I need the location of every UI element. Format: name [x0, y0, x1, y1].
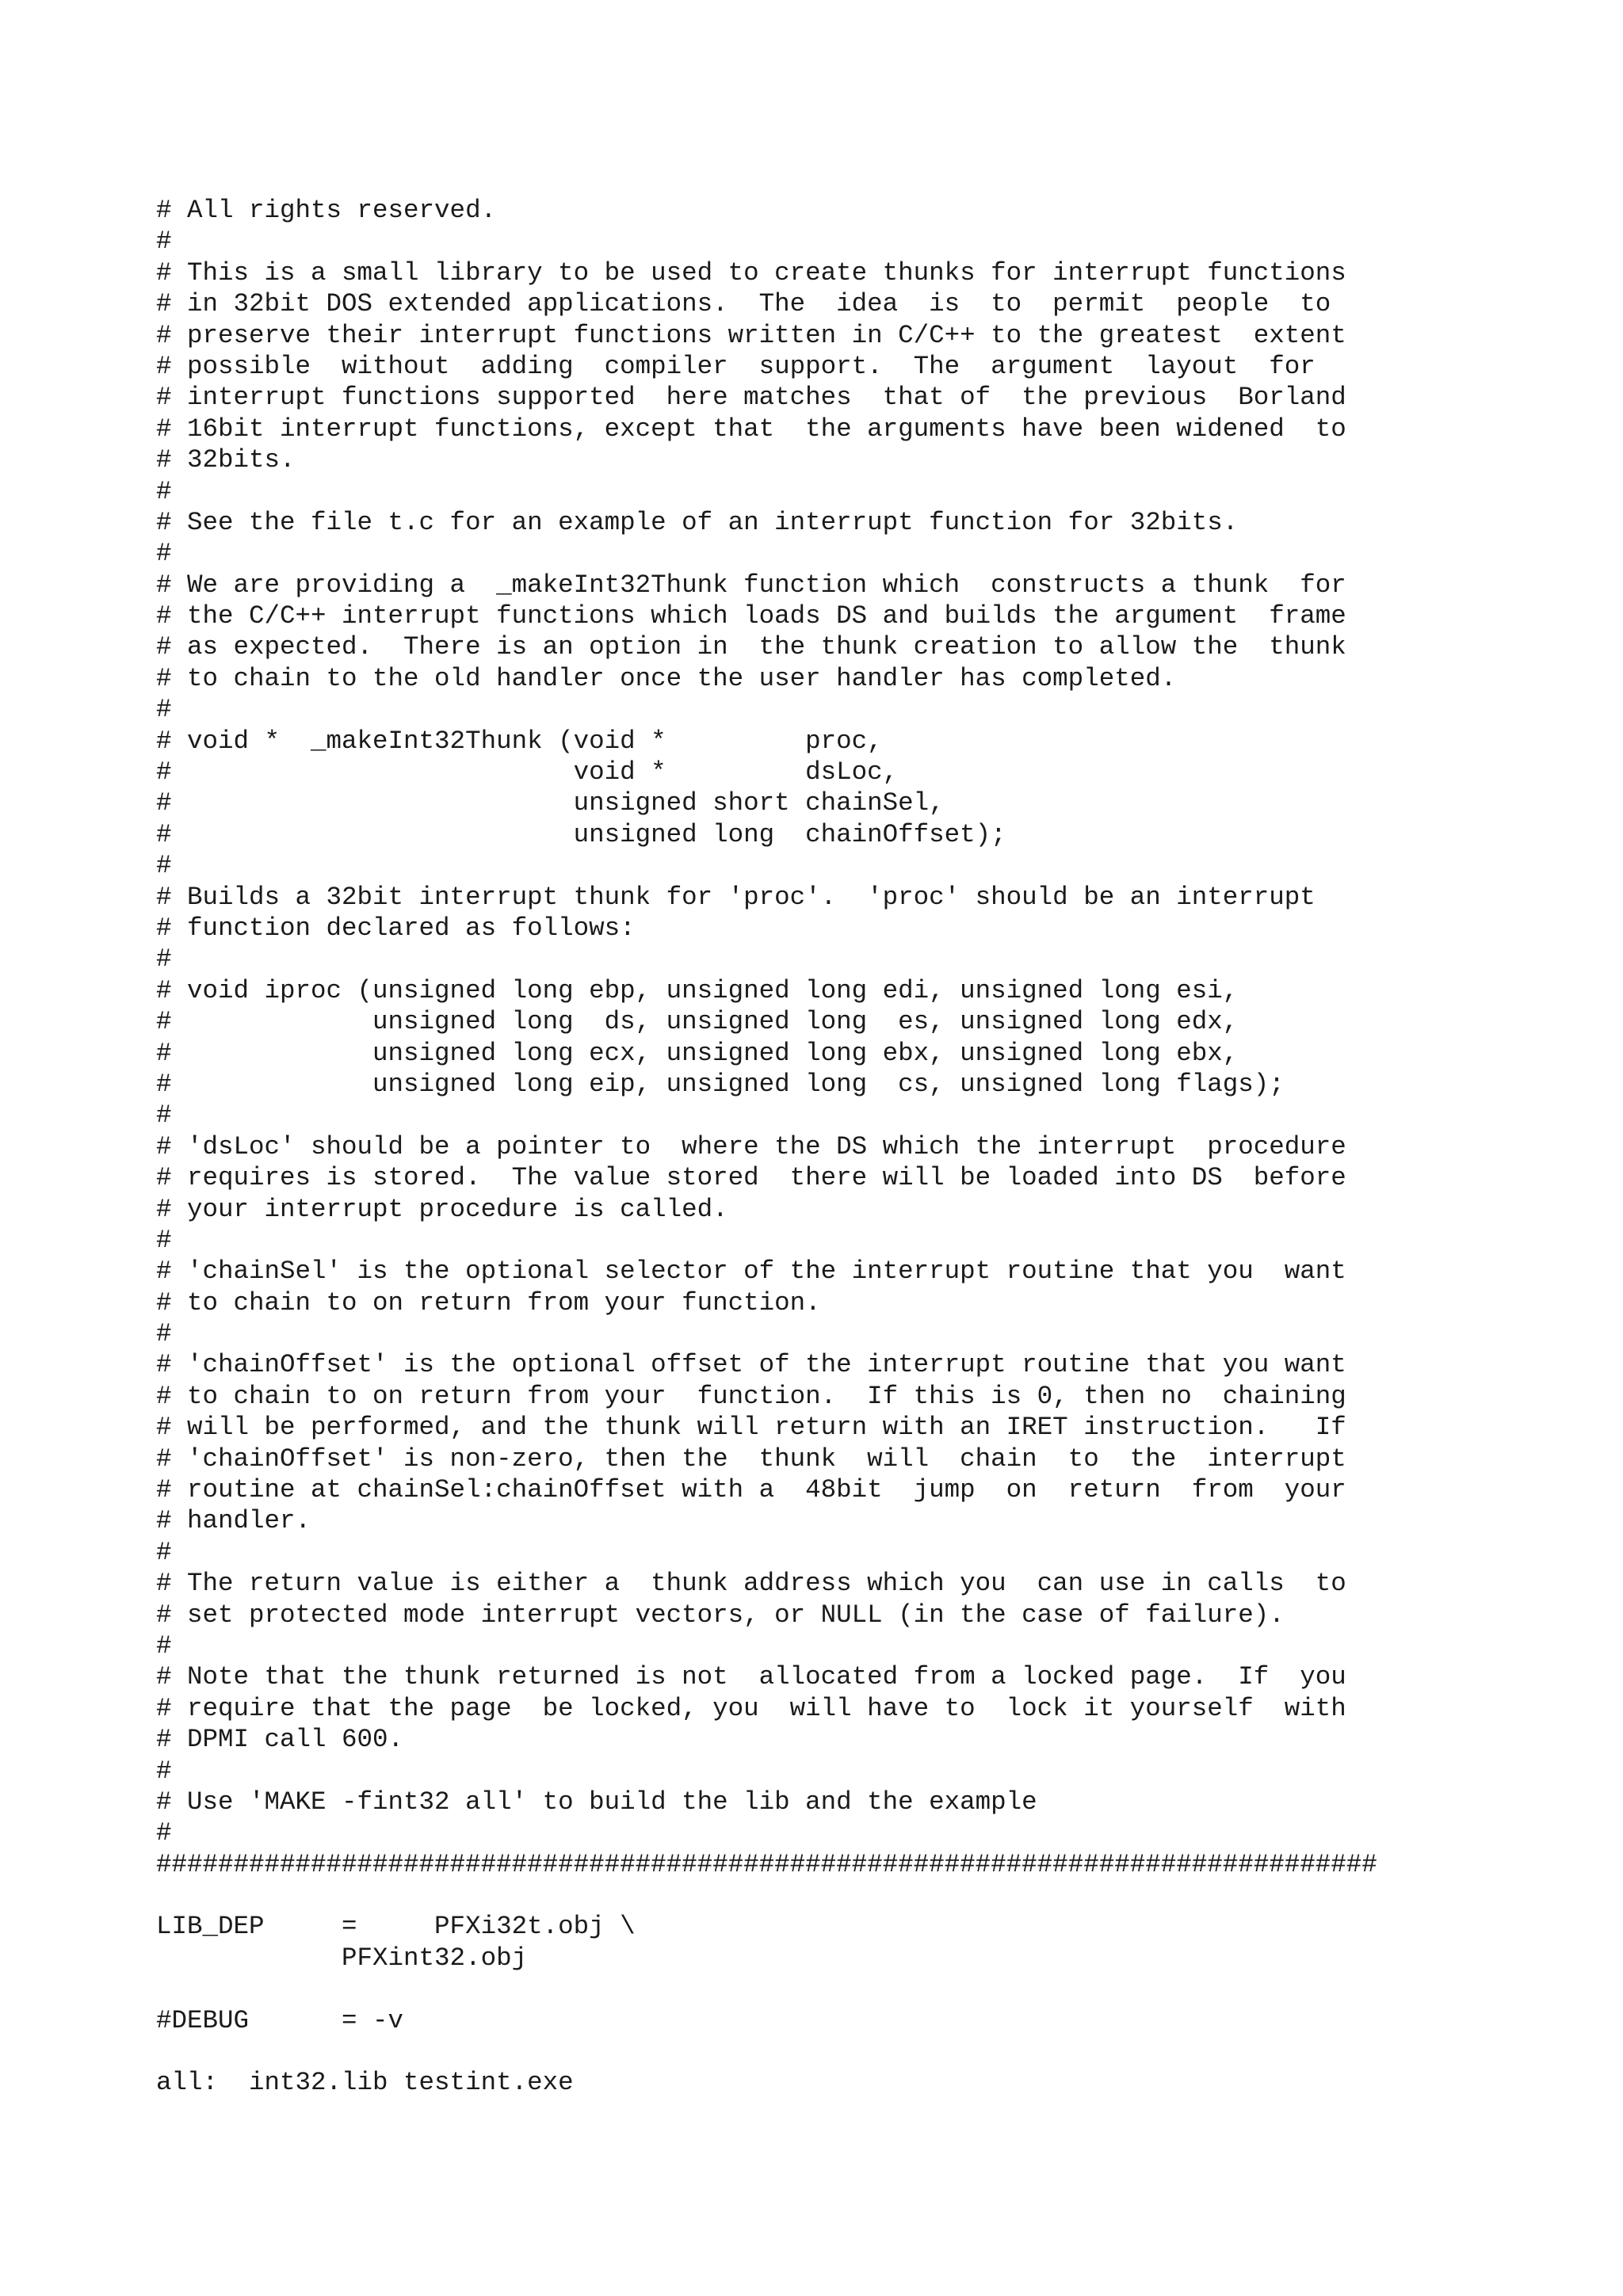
- comment-line: #: [156, 1225, 172, 1255]
- makefile-statement: PFXint32.obj: [156, 1943, 528, 1973]
- comment-line: #: [156, 1818, 172, 1848]
- comment-line: # interrupt functions supported here matches that of the previous Borland: [156, 383, 1346, 413]
- comment-line: # unsigned long eip, unsigned long cs, unsigned long flags);: [156, 1069, 1285, 1099]
- comment-line: # your interrupt procedure is called.: [156, 1194, 728, 1224]
- comment-line: # We are providing a _makeInt32Thunk function which constructs a thunk for: [156, 570, 1346, 600]
- comment-line: #: [156, 695, 172, 725]
- comment-line: # The return value is either a thunk address which you can use in calls to: [156, 1569, 1346, 1599]
- comment-line: # Builds a 32bit interrupt thunk for 'proc'. 'proc' should be an interrupt: [156, 882, 1316, 912]
- comment-line: # 16bit interrupt functions, except that the arguments have been widened to: [156, 414, 1346, 444]
- comment-line: # See the file t.c for an example of an interrupt function for 32bits.: [156, 507, 1239, 537]
- comment-line: #: [156, 851, 172, 881]
- comment-line: #: [156, 1756, 172, 1786]
- comment-line: # will be performed, and the thunk will return with an IRET instruction. If: [156, 1413, 1346, 1443]
- comment-line: #: [156, 1537, 172, 1567]
- comment-line: # require that the page be locked, you will have to lock it yourself with: [156, 1693, 1346, 1723]
- comment-line: # unsigned long chainOffset);: [156, 819, 1006, 849]
- comment-line: # 'dsLoc' should be a pointer to where the DS which the interrupt procedure: [156, 1131, 1346, 1161]
- comment-line: # void iproc (unsigned long ebp, unsigned long edi, unsigned long esi,: [156, 975, 1239, 1005]
- comment-line: #: [156, 539, 172, 569]
- comment-line: # 32bits.: [156, 445, 296, 475]
- separator-rule: ###############################################################################: [156, 1849, 1377, 1879]
- blank-line: [156, 1974, 1456, 2004]
- makefile-statement: all: int32.lib testint.exe: [156, 2068, 574, 2098]
- makefile-listing: [156, 195, 1456, 2099]
- comment-line: #: [156, 476, 172, 506]
- comment-line: # requires is stored. The value stored there will be loaded into DS before: [156, 1163, 1346, 1193]
- comment-line: # unsigned short chainSel,: [156, 788, 945, 818]
- comment-line: # possible without adding compiler support. The argument layout for: [156, 351, 1316, 381]
- blank-line: [156, 1880, 1456, 1911]
- comment-line: # to chain to on return from your function.: [156, 1287, 821, 1318]
- comment-line: # the C/C++ interrupt functions which loads DS and builds the argument frame: [156, 601, 1346, 631]
- comment-line: # routine at chainSel:chainOffset with a 48bit jump on return from your: [156, 1475, 1346, 1505]
- comment-line: # 'chainOffset' is non-zero, then the thunk will chain to the interrupt: [156, 1444, 1346, 1474]
- comment-line: # DPMI call 600.: [156, 1725, 404, 1755]
- comment-line: #: [156, 227, 172, 257]
- comment-line: # Note that the thunk returned is not allocated from a locked page. If you: [156, 1662, 1346, 1692]
- comment-line: #: [156, 944, 172, 974]
- comment-line: # preserve their interrupt functions written in C/C++ to the greatest extent: [156, 320, 1346, 350]
- comment-line: # set protected mode interrupt vectors, or NULL (in the case of failure).: [156, 1600, 1285, 1630]
- comment-line: # unsigned long ds, unsigned long es, unsigned long edx,: [156, 1007, 1239, 1037]
- comment-line: # to chain to the old handler once the user handler has completed.: [156, 663, 1177, 693]
- comment-line: # as expected. There is an option in the thunk creation to allow the thunk: [156, 632, 1346, 662]
- comment-line: #: [156, 1630, 172, 1661]
- comment-line: # unsigned long ecx, unsigned long ebx, unsigned long ebx,: [156, 1038, 1239, 1068]
- comment-line: # function declared as follows:: [156, 913, 636, 943]
- comment-line: # All rights reserved.: [156, 196, 497, 225]
- comment-line: # Use 'MAKE -fint32 all' to build the lib and the example: [156, 1787, 1037, 1817]
- comment-line: #: [156, 1100, 172, 1131]
- comment-line: #DEBUG = -v: [156, 2005, 404, 2035]
- comment-line: # to chain to on return from your function. If this is 0, then no chaining: [156, 1381, 1346, 1411]
- comment-line: # 'chainSel' is the optional selector of the interrupt routine that you want: [156, 1257, 1346, 1287]
- comment-line: # void * dsLoc,: [156, 757, 899, 788]
- comment-line: # void * _makeInt32Thunk (void * proc,: [156, 726, 883, 756]
- blank-line: [156, 2036, 1456, 2067]
- makefile-statement: LIB_DEP = PFXi32t.obj \: [156, 1912, 636, 1942]
- comment-line: # This is a small library to be used to create thunks for interrupt functions: [156, 257, 1346, 288]
- comment-line: # in 32bit DOS extended applications. The idea is to permit people to: [156, 289, 1331, 319]
- comment-line: # 'chainOffset' is the optional offset of the interrupt routine that you want: [156, 1350, 1346, 1380]
- comment-line: # handler.: [156, 1506, 311, 1536]
- comment-line: #: [156, 1319, 172, 1349]
